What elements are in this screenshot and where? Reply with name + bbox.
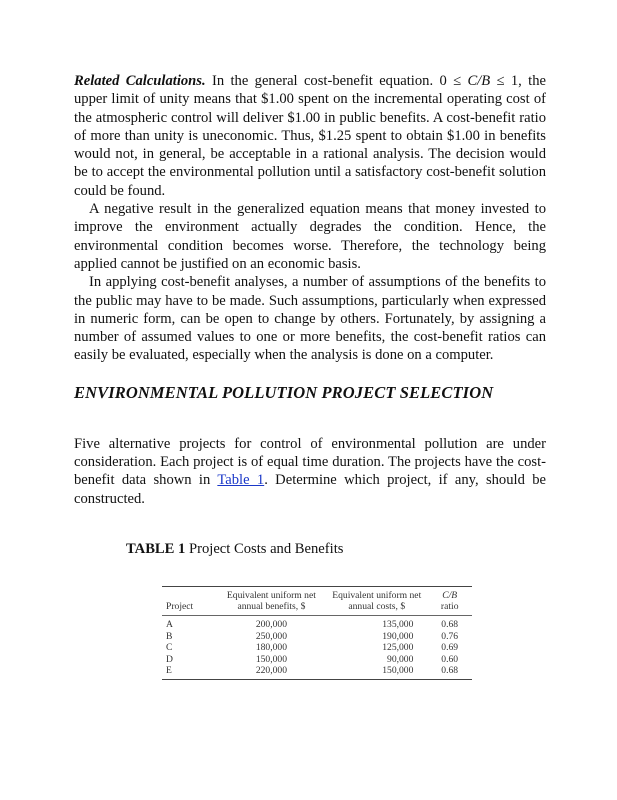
cell-project: C — [166, 642, 173, 653]
cell-benefits: 150,000 — [255, 653, 287, 665]
table-row — [162, 642, 472, 654]
paragraph-4-text-a: Five alternative projects for control of environmental pollution are under consideration. Each project is of equal time duration. The projects have the cost-benefit data shown in — [74, 435, 546, 489]
paragraph-related-calculations — [74, 72, 546, 200]
related-calculations-lead: Related Calculations. — [74, 73, 206, 89]
paragraph-problem-statement — [74, 435, 546, 508]
paragraph-4-text-b: . Determine which project, if any, should be constructed. — [74, 472, 546, 507]
table-row — [162, 665, 472, 679]
cell-project: D — [166, 653, 173, 665]
table-1-link[interactable]: Table 1 — [217, 472, 265, 489]
table-header-row — [162, 587, 472, 616]
cell-benefits: 180,000 — [255, 642, 287, 653]
cell-ratio: 0.68 — [441, 665, 459, 676]
cell-ratio: 0.69 — [441, 642, 459, 653]
cell-ratio: 0.60 — [441, 653, 459, 665]
section-heading: ENVIRONMENTAL POLLUTION PROJECT SELECTION — [74, 382, 494, 402]
cb-symbol: C/B — [467, 73, 491, 89]
paragraph-1-text-a: In the general cost-benefit equation. 0 ≤ — [205, 73, 468, 89]
paragraph-negative-result: A negative result in the generalized equation means that money invested to improve the environment actually degrades the condition. Hence, the environmental condition becomes worse. Therefore, the technology being applied cannot be justified on an economic basis. — [74, 201, 546, 272]
cell-costs: 150,000 — [382, 665, 414, 676]
table-row — [162, 654, 472, 666]
project-costs-table — [162, 586, 472, 680]
table-caption — [126, 540, 343, 558]
cell-project: E — [166, 665, 172, 676]
cell-ratio: 0.76 — [441, 630, 459, 642]
cell-costs: 90,000 — [387, 653, 414, 665]
cell-costs: 190,000 — [382, 630, 414, 642]
paragraph-1-text-b: ≤ 1, the upper limit of unity means that $1.00 spent on the incremental operating cost of the atmospheric control will deliver $1.00 in public benefits. A cost-benefit ratio of more than unity is uneconomic. Thus, $1.25 spent to obtain $1.00 in benefits would not, in general, be acceptable in a rational analysis. The decision would be to accept the environmental pollution until a satisfactory cost-benefit solution could be found. — [74, 73, 546, 199]
cell-ratio: 0.68 — [441, 619, 459, 630]
document-body — [74, 72, 546, 508]
cell-benefits: 200,000 — [255, 619, 287, 630]
paragraph-assumptions: In applying cost-benefit analyses, a number of assumptions of the benefits to the public may have to be made. Such assumptions, particularly when expressed in numeric form, can be open to change by others. Fortunately, by assigning a number of assumed values to one or more benefits, the cost-benefit ratios can easily be evaluated, especially when the analysis is done on a computer. — [74, 274, 546, 364]
header-costs: Equivalent uniform net annual costs, $ — [332, 590, 422, 612]
cell-benefits: 250,000 — [255, 630, 287, 642]
header-project: Project — [166, 601, 194, 612]
table-caption-text: Project Costs and Benefits — [185, 541, 344, 557]
cell-project: B — [166, 630, 173, 642]
table-caption-label: TABLE 1 — [126, 541, 186, 557]
table-row — [162, 631, 472, 643]
header-benefits: Equivalent uniform net annual benefits, $ — [226, 590, 316, 612]
cell-benefits: 220,000 — [255, 665, 287, 676]
table-row — [162, 616, 472, 631]
cell-project: A — [166, 619, 173, 630]
cell-costs: 125,000 — [382, 642, 414, 653]
cell-costs: 135,000 — [382, 619, 414, 630]
header-ratio: C/B ratio — [440, 590, 459, 612]
